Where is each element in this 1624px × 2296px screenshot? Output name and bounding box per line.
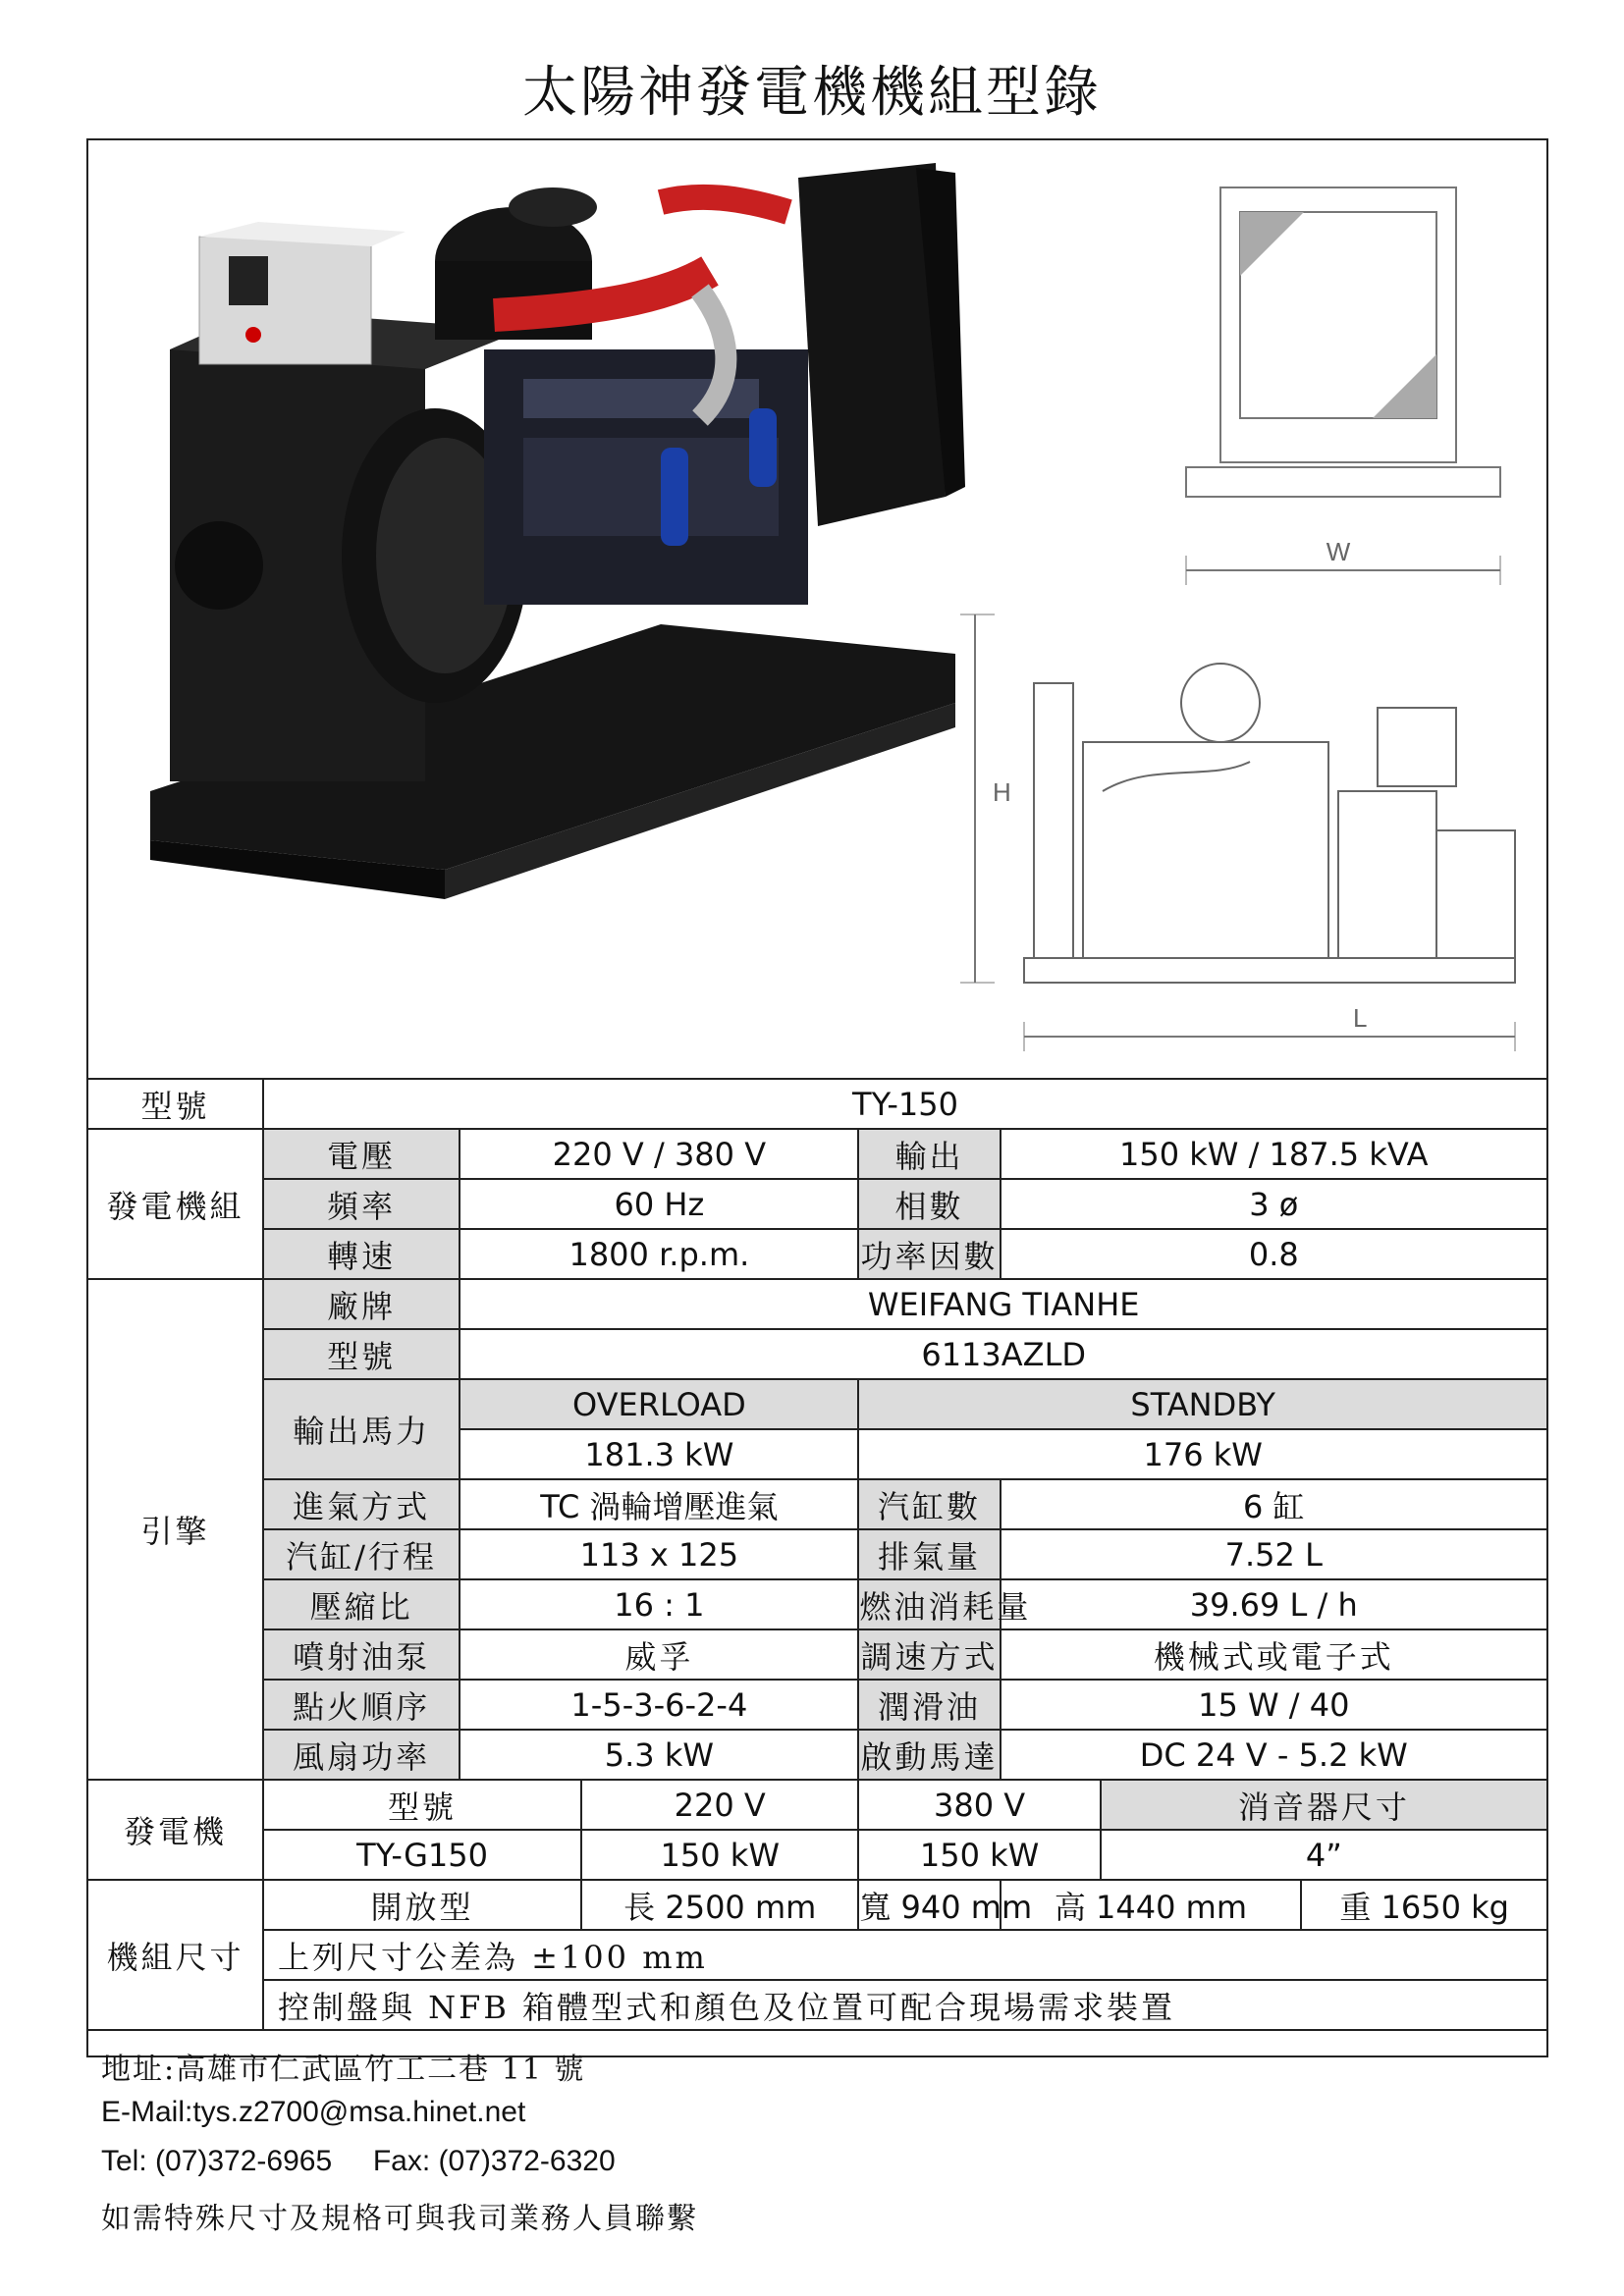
- speed-value: 1800 r.p.m.: [460, 1229, 858, 1279]
- voltage-value: 220 V / 380 V: [460, 1129, 858, 1179]
- freq-value: 60 Hz: [460, 1179, 858, 1229]
- alt-220-header: 220 V: [581, 1780, 858, 1830]
- output-label: 輸出: [858, 1129, 1000, 1179]
- footer-phone: Tel: (07)372-6965 Fax: (07)372-6320: [101, 2145, 616, 2177]
- comp-label: 壓縮比: [263, 1579, 460, 1629]
- gov-value: 機械式或電子式: [1001, 1629, 1547, 1680]
- dim-length: 長 2500 mm: [581, 1880, 858, 1930]
- alt-220-value: 150 kW: [581, 1830, 858, 1880]
- footer-note: 如需特殊尺寸及規格可與我司業務人員聯繫: [101, 2202, 698, 2236]
- dimensions-label: 機組尺寸: [87, 1880, 263, 2030]
- height-label: H: [993, 777, 1011, 807]
- fan-label: 風扇功率: [263, 1730, 460, 1780]
- muffler-value: 4”: [1101, 1830, 1547, 1880]
- spec-table: [86, 1078, 1548, 2031]
- dim-note: 控制盤與 NFB 箱體型式和顏色及位置可配合現場需求裝置: [263, 1980, 1547, 2030]
- bore-label: 汽缸/行程: [263, 1529, 460, 1579]
- dim-type: 開放型: [263, 1880, 581, 1930]
- pf-value: 0.8: [1001, 1229, 1547, 1279]
- hp-label: 輸出馬力: [263, 1379, 460, 1479]
- cyl-value: 6 缸: [1001, 1479, 1547, 1529]
- muffler-header: 消音器尺寸: [1101, 1780, 1547, 1830]
- gov-label: 調速方式: [858, 1629, 1000, 1680]
- firing-label: 點火順序: [263, 1680, 460, 1730]
- starter-label: 啟動馬達: [858, 1730, 1000, 1780]
- firing-value: 1-5-3-6-2-4: [460, 1680, 858, 1730]
- overload-value: 181.3 kW: [460, 1429, 858, 1479]
- standby-label: STANDBY: [858, 1379, 1547, 1429]
- overload-label: OVERLOAD: [460, 1379, 858, 1429]
- output-value: 150 kW / 187.5 kVA: [1001, 1129, 1547, 1179]
- front-view-drawing: [1166, 168, 1520, 600]
- intake-label: 進氣方式: [263, 1479, 460, 1529]
- pf-label: 功率因數: [858, 1229, 1000, 1279]
- genset-label: 發電機組: [87, 1129, 263, 1279]
- footer-email: E-Mail:tys.z2700@msa.hinet.net: [101, 2096, 526, 2128]
- intake-value: TC 渦輪增壓進氣: [460, 1479, 858, 1529]
- product-image-area: [86, 138, 1548, 1078]
- disp-value: 7.52 L: [1001, 1529, 1547, 1579]
- alt-380-header: 380 V: [858, 1780, 1100, 1830]
- engine-model-value: 6113AZLD: [460, 1329, 1547, 1379]
- phase-value: 3 ø: [1001, 1179, 1547, 1229]
- fan-value: 5.3 kW: [460, 1730, 858, 1780]
- oil-value: 15 W / 40: [1001, 1680, 1547, 1730]
- engine-model-label: 型號: [263, 1329, 460, 1379]
- phase-label: 相數: [858, 1179, 1000, 1229]
- standby-value: 176 kW: [858, 1429, 1547, 1479]
- speed-label: 轉速: [263, 1229, 460, 1279]
- dim-tolerance: 上列尺寸公差為 ±100 mm: [263, 1930, 1547, 1980]
- disp-label: 排氣量: [858, 1529, 1000, 1579]
- starter-value: DC 24 V - 5.2 kW: [1001, 1730, 1547, 1780]
- brand-value: WEIFANG TIANHE: [460, 1279, 1547, 1329]
- pump-label: 噴射油泵: [263, 1629, 460, 1680]
- model-value: TY-150: [263, 1079, 1547, 1129]
- side-view-drawing: [955, 595, 1544, 1066]
- alt-model-header: 型號: [263, 1780, 581, 1830]
- dim-height: 高 1440 mm: [1001, 1880, 1302, 1930]
- page-title: 太陽神發電機機組型錄: [522, 61, 1102, 125]
- width-label: W: [1326, 537, 1351, 566]
- engine-label: 引擎: [87, 1279, 263, 1780]
- bore-value: 113 x 125: [460, 1529, 858, 1579]
- footer-address: 地址:高雄市仁武區竹工二巷 11 號: [101, 2053, 586, 2087]
- freq-label: 頻率: [263, 1179, 460, 1229]
- generator-photo: [111, 153, 995, 1076]
- cyl-label: 汽缸數: [858, 1479, 1000, 1529]
- brand-label: 廠牌: [263, 1279, 460, 1329]
- oil-label: 潤滑油: [858, 1680, 1000, 1730]
- alt-model-value: TY-G150: [263, 1830, 581, 1880]
- dim-weight: 重 1650 kg: [1301, 1880, 1547, 1930]
- voltage-label: 電壓: [263, 1129, 460, 1179]
- alt-380-value: 150 kW: [858, 1830, 1100, 1880]
- alternator-label: 發電機: [87, 1780, 263, 1880]
- length-label: L: [1353, 1003, 1368, 1033]
- dim-width: 寬 940 mm: [858, 1880, 1000, 1930]
- fuel-value: 39.69 L / h: [1001, 1579, 1547, 1629]
- pump-value: 威孚: [460, 1629, 858, 1680]
- fuel-label: 燃油消耗量: [858, 1579, 1000, 1629]
- comp-value: 16 : 1: [460, 1579, 858, 1629]
- model-label: 型號: [87, 1079, 263, 1129]
